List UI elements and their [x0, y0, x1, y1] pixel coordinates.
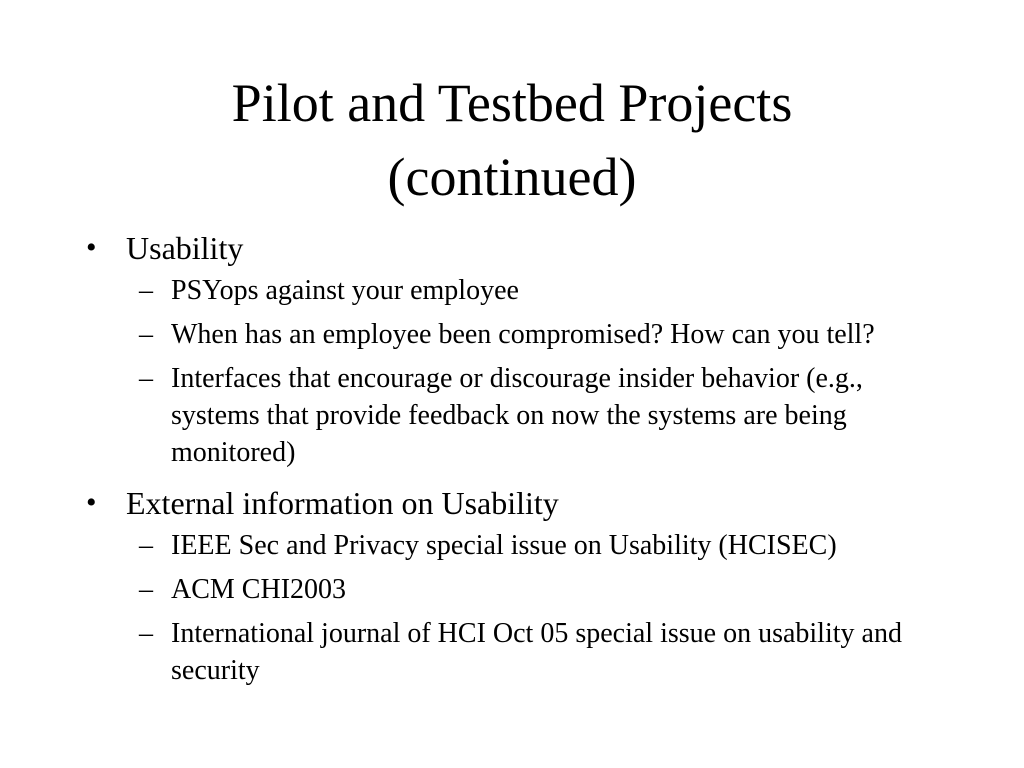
sub-bullet-dash: –	[139, 319, 153, 350]
sub-bullet-list	[126, 272, 946, 471]
bullet-dot: •	[86, 486, 97, 519]
slide-body	[86, 228, 946, 696]
sub-bullet-item	[126, 272, 946, 309]
sub-bullet-text: International journal of HCI Oct 05 special issue on usability and security	[171, 618, 902, 686]
sub-bullet-item	[126, 615, 946, 689]
sub-bullet-text: IEEE Sec and Privacy special issue on Usability (HCISEC)	[171, 530, 837, 561]
slide-title	[0, 66, 1024, 214]
bullet-heading: Usability	[126, 230, 244, 266]
sub-bullet-text: ACM CHI2003	[171, 574, 347, 605]
bullet-section-external-information	[86, 483, 946, 689]
sub-bullet-item	[126, 571, 946, 608]
sub-bullet-dash: –	[139, 618, 153, 649]
sub-bullet-text: When has an employee been compromised? How can you tell?	[171, 319, 875, 350]
slide-title-line-2: (continued)	[387, 147, 637, 207]
sub-bullet-dash: –	[139, 574, 153, 605]
sub-bullet-list	[126, 527, 946, 689]
bullet-section-usability	[86, 228, 946, 471]
sub-bullet-dash: –	[139, 530, 153, 561]
sub-bullet-item	[126, 360, 946, 471]
sub-bullet-dash: –	[139, 363, 153, 394]
sub-bullet-text: PSYops against your employee	[171, 275, 519, 306]
sub-bullet-item	[126, 316, 946, 353]
sub-bullet-dash: –	[139, 275, 153, 306]
bullet-heading: External information on Usability	[126, 485, 559, 521]
sub-bullet-item	[126, 527, 946, 564]
slide-title-line-1: Pilot and Testbed Projects	[231, 73, 793, 133]
sub-bullet-text: Interfaces that encourage or discourage insider behavior (e.g., systems that provide feedback on now the systems are being monitored)	[171, 363, 863, 468]
bullet-dot: •	[86, 231, 97, 264]
